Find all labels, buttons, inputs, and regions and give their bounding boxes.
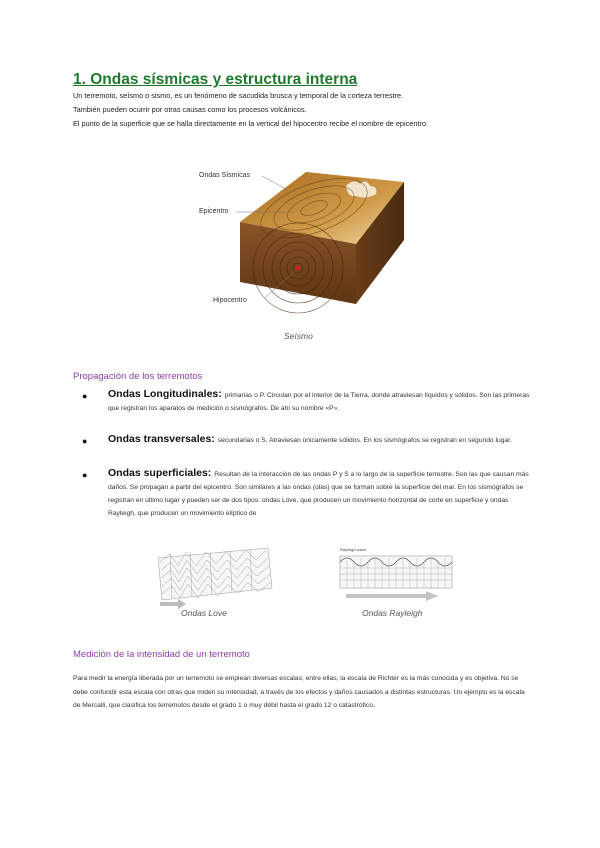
list-item-text: secundarias o S. Atraviesan únicamente sólidos. En los sismógrafos se registran en segundo lugar. [217, 437, 512, 444]
bullet-icon: ● [82, 391, 88, 401]
love-wave-diagram [150, 540, 280, 610]
bullet-icon: ● [82, 436, 88, 446]
rayleigh-wave-diagram [338, 546, 456, 604]
waves-label: Ondas Sísmicas [199, 172, 250, 179]
intro-line: Un terremoto, seísmo o sismo, es un fenómeno de sacudida brusca y temporal de la corteza terrestre. [73, 91, 404, 100]
page-title: 1. Ondas sísmicas y estructura interna [73, 71, 358, 88]
list-item-term: Ondas transversales: [108, 433, 215, 445]
epicenter-label: Epicentro [199, 208, 229, 215]
list-item-term: Ondas Longitudinales: [108, 388, 222, 400]
rayleigh-inset-label: Rayleigh wave [340, 547, 367, 552]
measurement-paragraph: Para medir la energía liberada por un terremoto se emplean diversas escalas, entre ellas, la escala de Richter es la más conocida y es objetiva. No se debe confundir esta escala con otras que miden su intensidad, a través de los efectos y daños causados a distintas estructuras. Un ejemplo es la escala de Mercalli, que clasifica los terremotos desde el grado 1 o muy débil hasta el grado 12 o catastrófico. [73, 675, 525, 709]
love-wave-caption: Ondas Love [181, 608, 227, 618]
section-heading-measurement: Medición de la intensidad de un terremoto [73, 649, 250, 660]
section-heading-propagation: Propagación de los terremotos [73, 371, 203, 382]
list-item [82, 388, 530, 415]
figure-caption: Seísmo [284, 331, 313, 341]
rayleigh-wave-caption: Ondas Rayleigh [362, 608, 423, 618]
intro-line: También pueden ocurrir por otras causas como los procesos volcánicos. [73, 105, 307, 114]
intro-line: El punto de la superficie que se halla directamente en la vertical del hipocentro recibe el nombre de epicentro. [73, 119, 428, 128]
hypocenter-label: Hipocentro [213, 297, 247, 304]
list-item [82, 433, 530, 447]
list-item-text: Resultan de la interacción de las ondas P y S a lo largo de la superficie terrestre. Son las que causan más daños. Se propagan a partir del epicentro. Son similares a las ondas (olas) que se forman sobre la superficie del mar. En los sismógrafos se registran en último lugar y pueden ser de dos tipos: ondas Love, que producen un movimiento horizontal de corte en superficie y ondas Rayleigh, que producen un movimiento elíptico de [108, 471, 529, 517]
seismic-block-diagram [196, 164, 416, 314]
intro-paragraph [73, 89, 533, 131]
bullet-icon: ● [82, 470, 88, 480]
list-item [82, 467, 530, 520]
list-item-text: primarias o P. Circulan por el interior de la Tierra, donde atraviesan líquidos y sólidos. Son las primeras que registran los aparatos de medición o sismógrafos. De ahí su nombre «P». [108, 392, 530, 412]
list-item-term: Ondas superficiales: [108, 467, 212, 479]
